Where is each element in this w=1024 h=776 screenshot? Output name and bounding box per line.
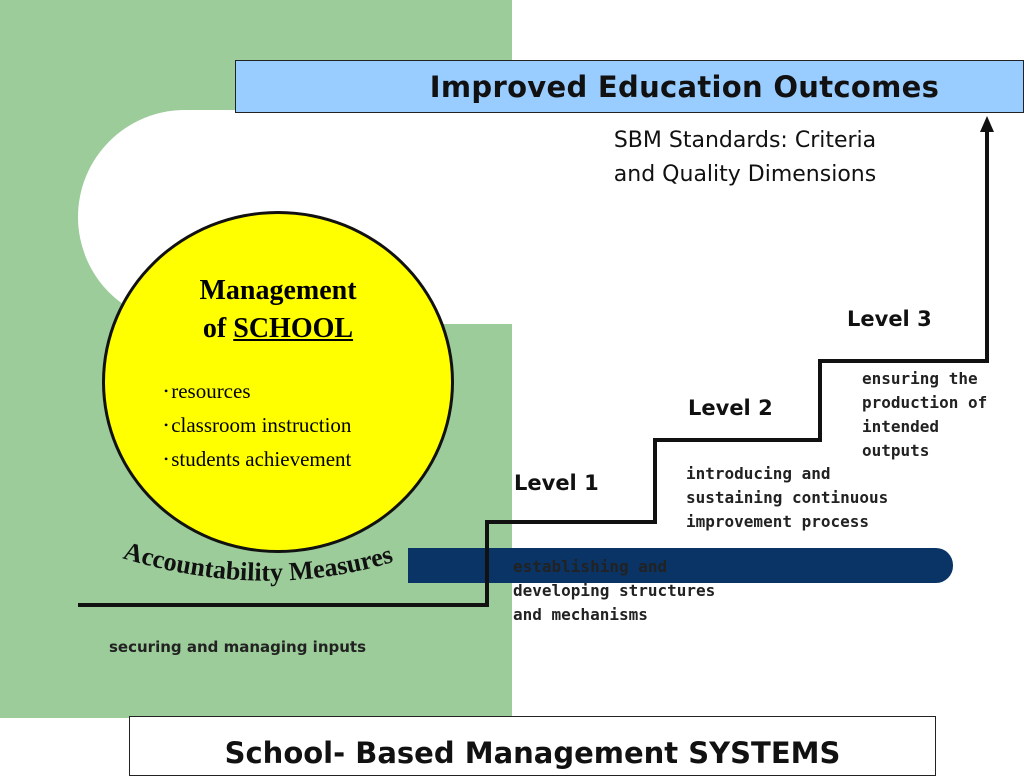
level-2-desc-line: improvement process [686,512,870,531]
level-2-desc-line: introducing and [686,464,831,483]
circle-title-of: of [202,313,227,344]
level-2-label: Level 2 [688,396,773,420]
level-1-label: Level 1 [514,471,599,495]
circle-title-school: SCHOOL [233,313,354,344]
level-1-desc-line: and mechanisms [513,605,648,624]
level-1-desc-line: establishing and [513,557,668,576]
systems-title: School- Based Management SYSTEMS [224,736,841,770]
level-1-desc-line: developing structures [513,581,716,600]
systems-banner [129,716,936,776]
level-3-label: Level 3 [847,307,932,331]
level-3-desc-line: ensuring the [862,369,978,388]
circle-bullet-item: • students achievement [164,444,351,478]
circle-bullet-item: • classroom instruction [164,410,351,444]
outcomes-title: Improved Education Outcomes [429,69,940,104]
circle-title-line1: Management [199,275,357,306]
accountability-textpath: Accountability Measures [120,536,396,587]
inputs-caption: securing and managing inputs [109,638,367,656]
level-3-desc-line: production of [862,393,988,412]
level-3-desc-line: outputs [862,441,930,460]
standards-heading-line1: SBM Standards: Criteria [613,128,877,153]
level-3-desc-line: intended [862,417,940,436]
level-2-desc-line: sustaining continuous [686,488,889,507]
standards-heading-line2: and Quality Dimensions [613,162,877,187]
circle-bullet-item: • resources [164,376,351,410]
accountability-text [120,536,395,587]
